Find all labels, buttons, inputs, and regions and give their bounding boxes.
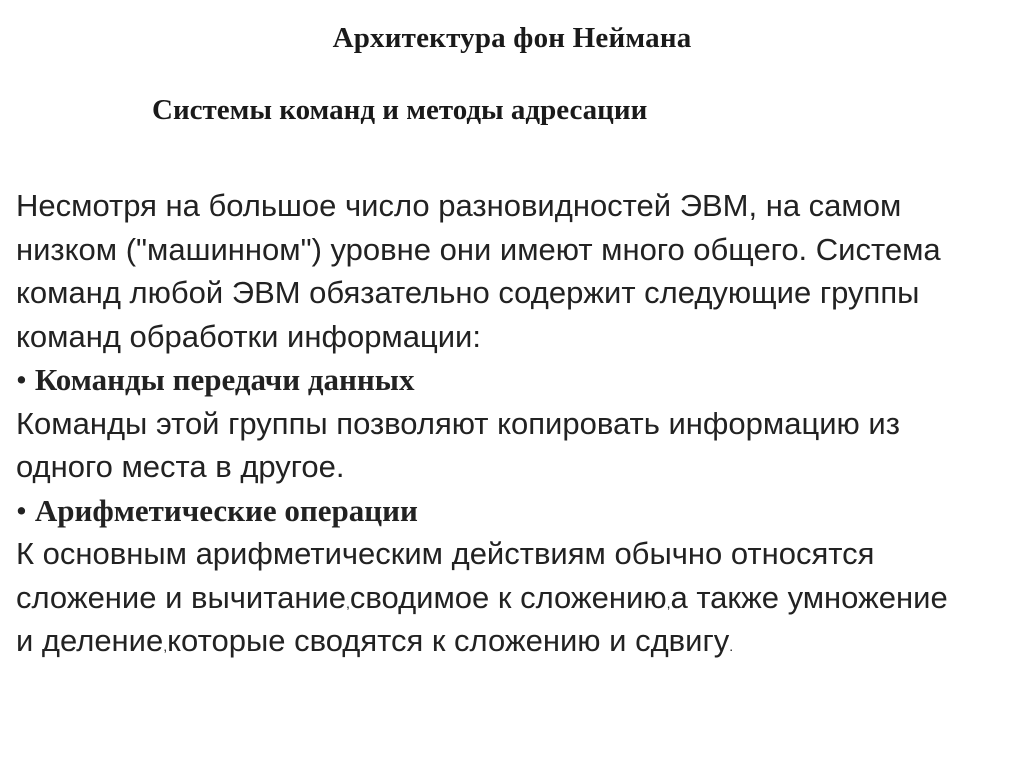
- small-comma: ,: [666, 594, 671, 611]
- text-fragment: сводимое к сложению: [349, 579, 667, 615]
- text-fragment: а также умножение: [670, 579, 948, 615]
- small-comma: ,: [346, 594, 350, 611]
- intro-line: Несмотря на большое число разновидностей ЭВМ, на самом: [16, 188, 902, 223]
- section-heading-data-transfer: [16, 358, 1016, 402]
- slide-body: [16, 184, 1016, 663]
- section-line: [16, 619, 1016, 663]
- small-period: .: [729, 638, 734, 654]
- section-heading-text: Арифметические операции: [34, 492, 418, 528]
- section-line: Команды этой группы позволяют копировать информацию из: [16, 405, 900, 441]
- bullet-icon: •: [16, 492, 27, 528]
- section-heading-text: Команды передачи данных: [34, 362, 415, 397]
- small-comma: ,: [163, 638, 168, 654]
- section-line: одного места в другое.: [16, 449, 345, 484]
- intro-line: команд обработки информации:: [16, 318, 481, 354]
- intro-line: низком ("машинном") уровне они имеют много общего. Система: [16, 231, 941, 267]
- bullet-icon: •: [16, 362, 27, 397]
- text-fragment: и деление: [16, 623, 164, 658]
- section-line: К основным арифметическим действиям обычно относятся: [16, 536, 875, 571]
- slide-subtitle: Системы команд и методы адресации: [152, 94, 648, 126]
- text-fragment: которые сводятся к сложению и сдвигу: [167, 623, 730, 658]
- section-heading-arithmetic: [16, 489, 1016, 533]
- section-line: [16, 576, 1016, 620]
- intro-line: команд любой ЭВМ обязательно содержит следующие группы: [16, 275, 920, 310]
- text-fragment: сложение и вычитание: [16, 579, 347, 615]
- slide-title: Архитектура фон Неймана: [332, 22, 692, 54]
